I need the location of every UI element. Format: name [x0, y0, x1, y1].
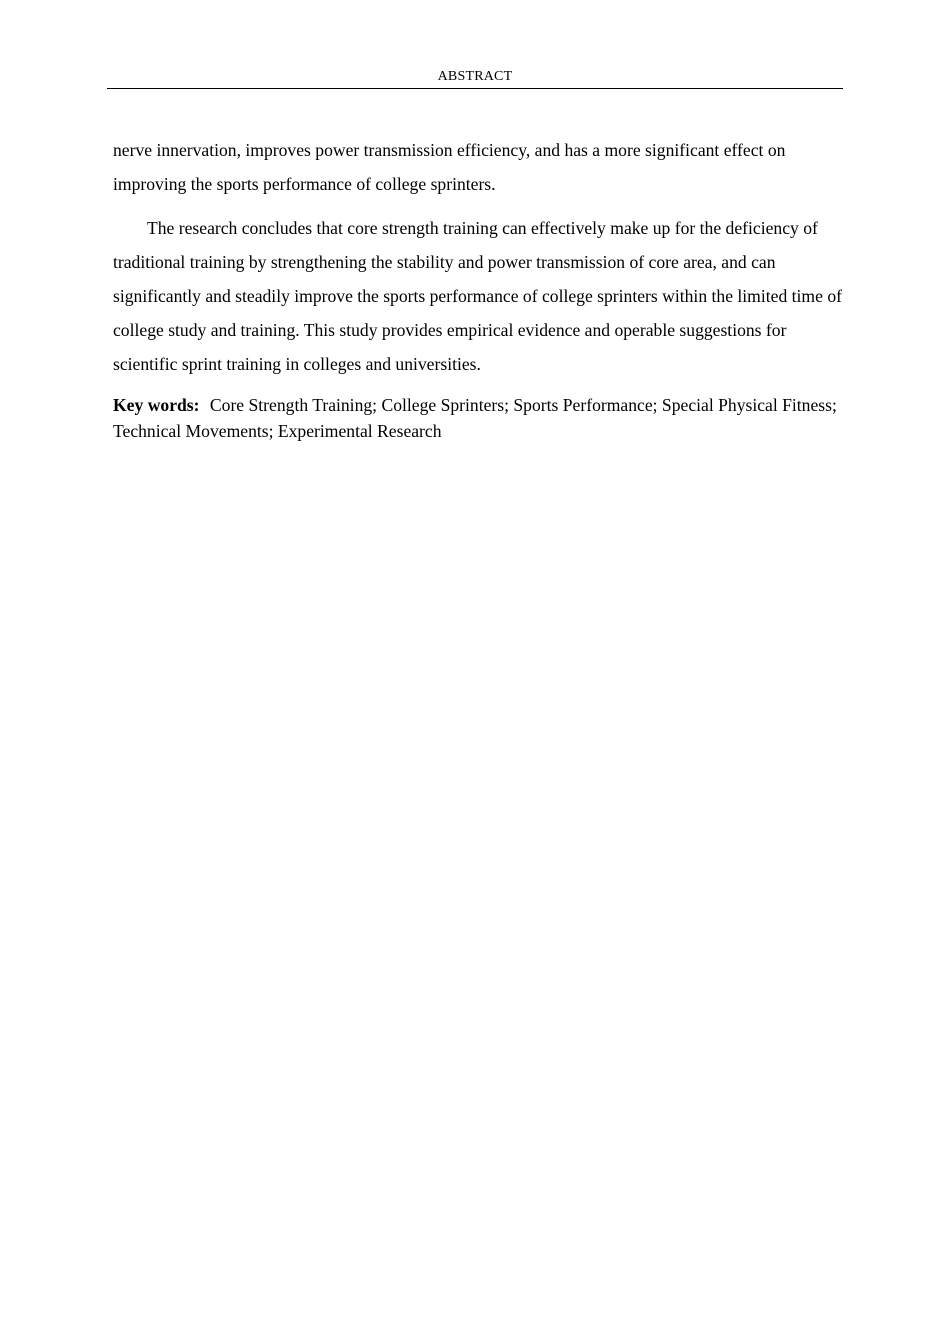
abstract-body: [113, 133, 843, 444]
running-header: [107, 68, 843, 89]
keywords-line: [113, 392, 843, 444]
keywords-text: Core Strength Training; College Sprinters; Sports Performance; Special Physical Fitness; Technical Movements; Experimental Research: [113, 395, 837, 441]
paragraph-continuation: nerve innervation, improves power transmission efficiency, and has a more significant effect on improving the sports performance of college sprinters.: [113, 140, 786, 194]
paragraph-conclusion: The research concludes that core strength training can effectively make up for the deficiency of traditional training by strengthening the stability and power transmission of core area, and can significantly and steadily improve the sports performance of college sprinters within the limited time of college study and training. This study provides empirical evidence and operable suggestions for scientific sprint training in colleges and universities.: [113, 218, 842, 374]
keywords-label: Key words:: [113, 395, 200, 415]
header-title: ABSTRACT: [437, 69, 513, 84]
